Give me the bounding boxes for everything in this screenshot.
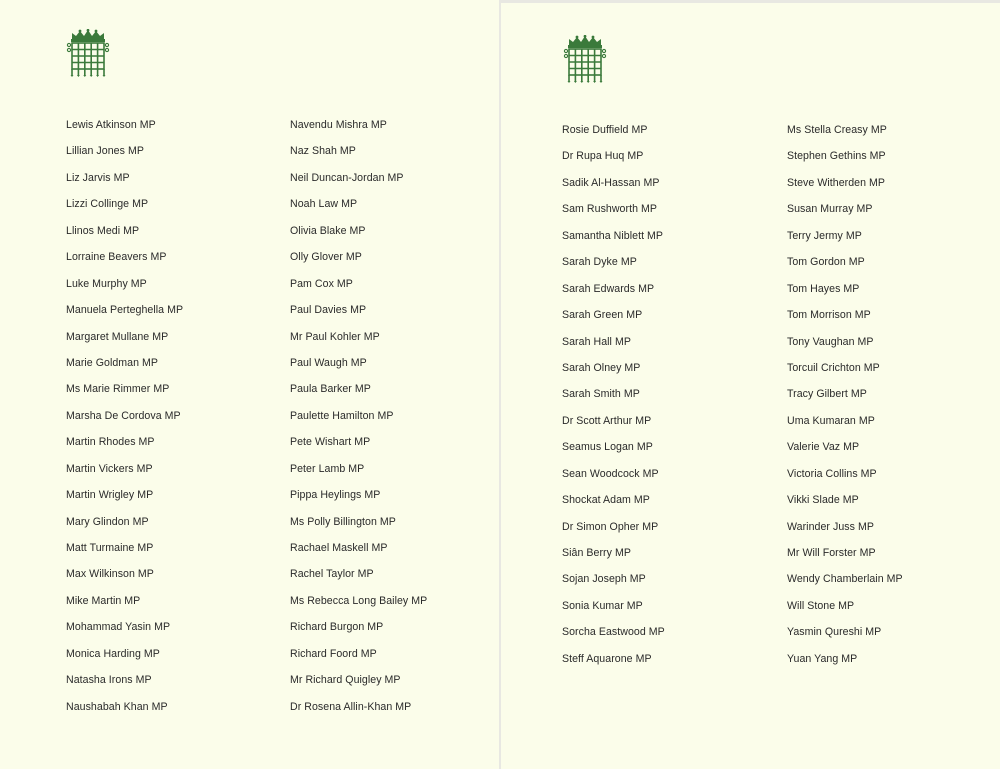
mp-name: Paulette Hamilton MP <box>290 409 394 422</box>
mp-name: Steff Aquarone MP <box>562 652 652 665</box>
mp-name: Noah Law MP <box>290 198 358 211</box>
mp-name: Shockat Adam MP <box>562 494 650 507</box>
mp-name: Paul Davies MP <box>290 304 367 317</box>
mp-name: Valerie Vaz MP <box>787 441 860 454</box>
mp-list-column <box>562 124 665 679</box>
mp-name: Margaret Mullane MP <box>66 330 169 343</box>
mp-name: Yuan Yang MP <box>787 652 858 665</box>
mp-name: Lillian Jones MP <box>66 145 144 158</box>
mp-name: Tom Gordon MP <box>787 256 865 269</box>
mp-name: Martin Vickers MP <box>66 462 153 475</box>
mp-name: Max Wilkinson MP <box>66 568 154 581</box>
mp-name: Marie Goldman MP <box>66 356 159 369</box>
mp-name: Pippa Heylings MP <box>290 489 381 502</box>
mp-name: Olivia Blake MP <box>290 224 366 237</box>
mp-name: Paula Barker MP <box>290 383 371 396</box>
mp-name: Stephen Gethins MP <box>787 150 886 163</box>
mp-name: Peter Lamb MP <box>290 462 365 475</box>
mp-name: Mr Will Forster MP <box>787 547 876 559</box>
mp-name: Sean Woodcock MP <box>562 467 659 480</box>
mp-name: Sonia Kumar MP <box>562 599 643 612</box>
mp-name: Lewis Atkinson MP <box>66 119 156 131</box>
mp-name: Vikki Slade MP <box>787 494 859 507</box>
mp-name: Lizzi Collinge MP <box>66 198 149 211</box>
mp-name: Matt Turmaine MP <box>66 542 154 554</box>
mp-name: Richard Foord MP <box>290 647 377 660</box>
mp-name: Tom Hayes MP <box>787 282 860 295</box>
mp-name: Manuela Perteghella MP <box>66 304 184 317</box>
mp-name: Will Stone MP <box>787 599 855 612</box>
mp-name: Marsha De Cordova MP <box>66 409 181 422</box>
mp-name: Mohammad Yasin MP <box>66 621 171 634</box>
mp-name: Yasmin Qureshi MP <box>787 626 882 639</box>
mp-name: Wendy Chamberlain MP <box>787 573 903 586</box>
portcullis-icon <box>66 29 110 77</box>
mp-name: Uma Kumaran MP <box>787 414 875 427</box>
document-page-right <box>501 3 1000 769</box>
mp-name: Sojan Joseph MP <box>562 573 646 586</box>
mp-name: Tracy Gilbert MP <box>787 388 867 401</box>
mp-name: Dr Rupa Huq MP <box>562 150 644 163</box>
mp-name: Richard Burgon MP <box>290 621 384 634</box>
mp-name: Mary Glindon MP <box>66 515 149 528</box>
mp-name: Sarah Green MP <box>562 309 643 322</box>
mp-name: Steve Witherden MP <box>787 176 886 189</box>
mp-name: Rachel Taylor MP <box>290 568 374 581</box>
mp-name: Sadik Al-Hassan MP <box>562 176 660 189</box>
mp-name: Warinder Juss MP <box>787 520 874 533</box>
mp-name: Naushabah Khan MP <box>66 700 168 713</box>
mp-name: Navendu Mishra MP <box>290 119 387 131</box>
mp-name: Sam Rushworth MP <box>562 203 657 216</box>
mp-name: Sarah Edwards MP <box>562 282 655 295</box>
mp-name: Natasha Irons MP <box>66 674 152 687</box>
mp-name: Rachael Maskell MP <box>290 542 388 554</box>
mp-name: Naz Shah MP <box>290 145 356 158</box>
mp-name: Dr Simon Opher MP <box>562 520 659 533</box>
mp-name: Olly Glover MP <box>290 251 362 264</box>
mp-name: Martin Wrigley MP <box>66 489 154 502</box>
mp-name: Ms Polly Billington MP <box>290 515 396 528</box>
mp-name: Pam Cox MP <box>290 277 353 290</box>
mp-name: Mike Martin MP <box>66 594 141 607</box>
mp-name: Siân Berry MP <box>562 547 631 559</box>
mp-name: Mr Paul Kohler MP <box>290 330 380 343</box>
mp-name: Terry Jermy MP <box>787 229 862 242</box>
mp-name: Samantha Niblett MP <box>562 229 664 242</box>
mp-name: Dr Scott Arthur MP <box>562 414 652 427</box>
mp-name: Susan Murray MP <box>787 203 873 216</box>
mp-name: Lorraine Beavers MP <box>66 251 167 264</box>
mp-name: Llinos Medi MP <box>66 224 140 237</box>
document-page-left <box>0 0 499 769</box>
mp-name: Liz Jarvis MP <box>66 171 130 184</box>
mp-name: Rosie Duffield MP <box>562 124 648 136</box>
mp-name: Ms Stella Creasy MP <box>787 124 887 136</box>
mp-name: Mr Richard Quigley MP <box>290 674 401 687</box>
mp-name: Luke Murphy MP <box>66 277 147 290</box>
mp-name: Neil Duncan-Jordan MP <box>290 171 404 184</box>
mp-list-column <box>787 124 903 679</box>
mp-name: Pete Wishart MP <box>290 436 371 449</box>
mp-list-column <box>290 119 427 727</box>
mp-name: Ms Rebecca Long Bailey MP <box>290 594 428 607</box>
mp-list-column <box>66 119 183 727</box>
mp-name: Sarah Smith MP <box>562 388 640 401</box>
mp-name: Sarah Dyke MP <box>562 256 637 269</box>
mp-name: Martin Rhodes MP <box>66 436 155 449</box>
mp-name: Sorcha Eastwood MP <box>562 626 665 639</box>
mp-name: Sarah Olney MP <box>562 361 641 374</box>
mp-name: Torcuil Crichton MP <box>787 361 880 374</box>
mp-name: Ms Marie Rimmer MP <box>66 383 170 396</box>
mp-name: Monica Harding MP <box>66 647 160 660</box>
mp-name: Dr Rosena Allin-Khan MP <box>290 700 412 713</box>
mp-name: Tony Vaughan MP <box>787 335 874 348</box>
mp-name: Paul Waugh MP <box>290 356 367 369</box>
mp-name: Sarah Hall MP <box>562 335 631 348</box>
mp-name: Tom Morrison MP <box>787 309 871 322</box>
mp-name: Victoria Collins MP <box>787 467 877 480</box>
portcullis-icon <box>563 35 607 83</box>
mp-name: Seamus Logan MP <box>562 441 653 454</box>
